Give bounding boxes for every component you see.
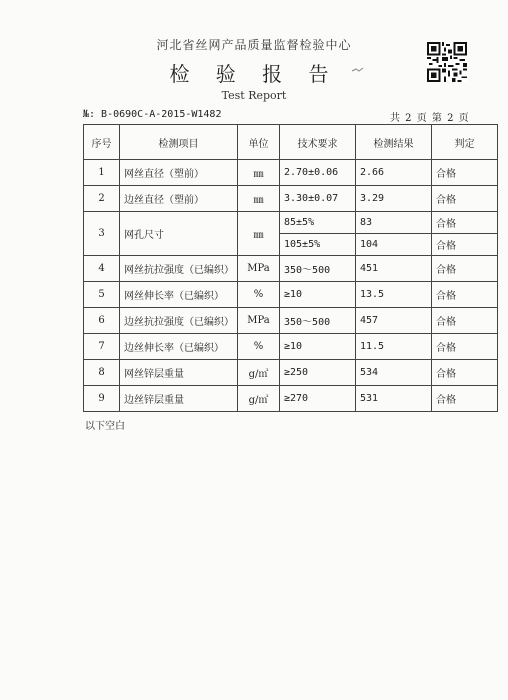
test-item: 网丝直径（塑前） — [120, 160, 238, 186]
requirement: ≥270 — [280, 386, 356, 412]
result: 11.5 — [356, 334, 432, 360]
table-row — [84, 160, 498, 186]
requirement: ≥10 — [280, 334, 356, 360]
unit: % — [238, 282, 280, 308]
row-number: 8 — [84, 360, 120, 386]
unit: g/㎡ — [238, 360, 280, 386]
row-number: 9 — [84, 386, 120, 412]
verdict: 合格 — [432, 386, 498, 412]
unit: ㎜ — [238, 212, 280, 256]
row-number: 6 — [84, 308, 120, 334]
requirement: 350～500 — [280, 308, 356, 334]
organization-name: 河北省丝网产品质量监督检验中心 — [156, 38, 352, 52]
unit: g/㎡ — [238, 386, 280, 412]
row-number: 2 — [84, 186, 120, 212]
unit: ㎜ — [238, 186, 280, 212]
qr-code-icon — [427, 42, 467, 82]
result: 457 — [356, 308, 432, 334]
verdict: 合格 — [432, 256, 498, 282]
table-row — [84, 386, 498, 412]
test-item: 网丝锌层重量 — [120, 360, 238, 386]
column-header: 单位 — [238, 125, 280, 160]
verdict: 合格 — [432, 308, 498, 334]
table-row — [84, 282, 498, 308]
verdict: 合格 — [432, 186, 498, 212]
report-number: №: B-0690C-A-2015-W1482 — [83, 109, 222, 120]
column-header: 检测结果 — [356, 125, 432, 160]
row-number: 4 — [84, 256, 120, 282]
table-row — [84, 212, 498, 234]
verdict: 合格 — [432, 212, 498, 234]
page-counter: 共 2 页 第 2 页 — [390, 113, 470, 124]
row-number: 3 — [84, 212, 120, 256]
row-number: 1 — [84, 160, 120, 186]
test-item: 边丝直径（塑前） — [120, 186, 238, 212]
table-row — [84, 308, 498, 334]
table-row — [84, 334, 498, 360]
unit: ㎜ — [238, 160, 280, 186]
verdict: 合格 — [432, 234, 498, 256]
verdict: 合格 — [432, 160, 498, 186]
requirement: 350～500 — [280, 256, 356, 282]
requirement: ≥250 — [280, 360, 356, 386]
result: 104 — [356, 234, 432, 256]
test-item: 边丝锌层重量 — [120, 386, 238, 412]
verdict: 合格 — [432, 360, 498, 386]
result: 83 — [356, 212, 432, 234]
report-title: 检 验 报 告 — [169, 62, 339, 86]
report-title-en: Test Report — [221, 89, 287, 102]
requirement: 85±5% — [280, 212, 356, 234]
verdict: 合格 — [432, 282, 498, 308]
blank-below-note: 以下空白 — [85, 421, 125, 432]
result: 2.66 — [356, 160, 432, 186]
requirement: 3.30±0.07 — [280, 186, 356, 212]
test-item: 边丝伸长率（已编织） — [120, 334, 238, 360]
requirement: ≥10 — [280, 282, 356, 308]
result: 531 — [356, 386, 432, 412]
column-header: 判定 — [432, 125, 498, 160]
test-item: 边丝抗拉强度（已编织） — [120, 308, 238, 334]
unit: MPa — [238, 256, 280, 282]
table-row — [84, 256, 498, 282]
result: 451 — [356, 256, 432, 282]
result: 3.29 — [356, 186, 432, 212]
test-results-table — [83, 124, 498, 412]
row-number: 5 — [84, 282, 120, 308]
requirement: 105±5% — [280, 234, 356, 256]
result: 534 — [356, 360, 432, 386]
column-header: 检测项目 — [120, 125, 238, 160]
result: 13.5 — [356, 282, 432, 308]
test-item: 网丝伸长率（已编织） — [120, 282, 238, 308]
pen-stroke-mark — [351, 66, 367, 74]
unit: MPa — [238, 308, 280, 334]
test-item: 网丝抗拉强度（已编织） — [120, 256, 238, 282]
table-row — [84, 186, 498, 212]
requirement: 2.70±0.06 — [280, 160, 356, 186]
table-header-row — [84, 125, 498, 160]
column-header: 序号 — [84, 125, 120, 160]
table-row — [84, 360, 498, 386]
test-item: 网孔尺寸 — [120, 212, 238, 256]
verdict: 合格 — [432, 334, 498, 360]
unit: % — [238, 334, 280, 360]
row-number: 7 — [84, 334, 120, 360]
column-header: 技术要求 — [280, 125, 356, 160]
